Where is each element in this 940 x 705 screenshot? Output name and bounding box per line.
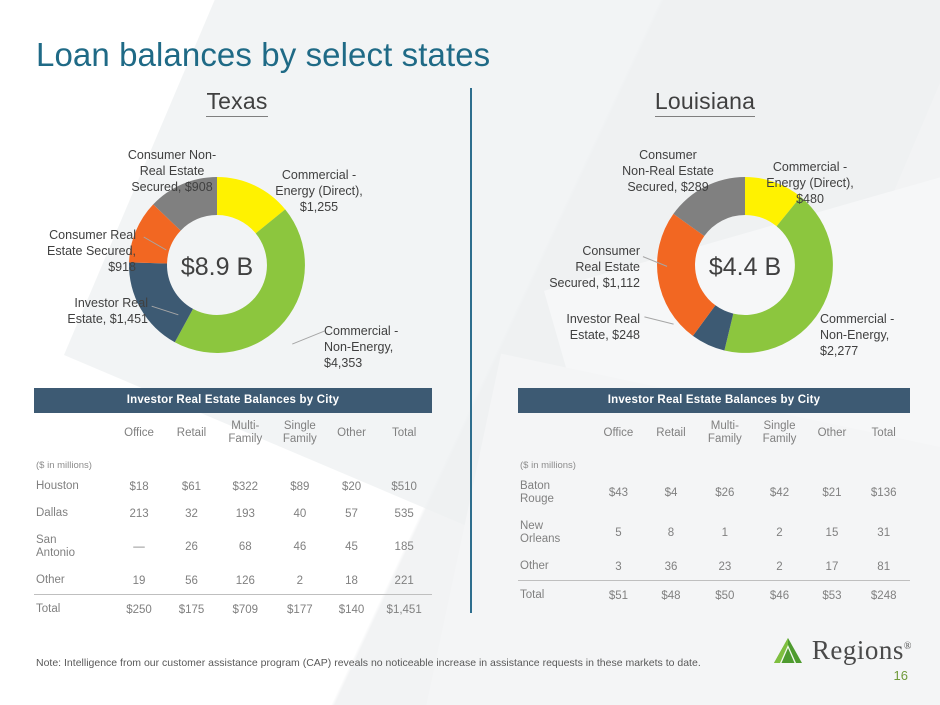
table-total-row: Total $51 $48 $50 $46 $53 $248 [518, 581, 910, 610]
texas-panel-title: Texas [6, 88, 468, 115]
texas-label-commercial-energy: Commercial - Energy (Direct), $1,255 [275, 168, 363, 214]
col-office: Office [603, 426, 634, 439]
col-retail: Retail [656, 426, 686, 439]
louisiana-panel [474, 88, 936, 633]
texas-table [34, 413, 432, 623]
texas-label-consumer-real-estate: Consumer Real Estate Secured, $918 [47, 228, 136, 274]
texas-table-header: Investor Real Estate Balances by City [34, 388, 432, 413]
texas-table-block [34, 388, 432, 623]
louisiana-panel-title: Louisiana [474, 88, 936, 115]
louisiana-label-consumer-real-estate: Consumer Real Estate Secured, $1,112 [549, 244, 640, 290]
louisiana-table-units: ($ in millions) [520, 460, 576, 471]
regions-logo [771, 635, 912, 683]
table-row: Dallas 213 32 193 40 57 535 [34, 500, 432, 527]
row-label: Total [34, 595, 113, 624]
row-label: Houston [36, 480, 79, 492]
louisiana-label-consumer-non-real-estate: Consumer Non-Real Estate Secured, $289 [622, 148, 714, 194]
table-row: Houston $18 $61 $322 $89 $20 $510 [34, 473, 432, 500]
texas-label-consumer-non-real-estate: Consumer Non- Real Estate Secured, $908 [127, 148, 217, 194]
table-row: San Antonio — 26 68 46 45 185 [34, 527, 432, 567]
regions-logo-text: Regions® [811, 635, 912, 665]
row-label: New Orleans [520, 520, 561, 545]
col-multi-family: Multi- Family [228, 420, 263, 445]
page-title: Loan balances by select states [36, 36, 491, 73]
col-retail: Retail [176, 426, 207, 439]
table-row: Baton Rouge $43 $4 $26 $42 $21 $136 [518, 473, 910, 513]
row-label: Dallas [36, 507, 68, 519]
table-row: Other 3 36 23 2 17 81 [518, 553, 910, 581]
col-multi-family: Multi- Family [707, 420, 742, 445]
texas-panel [6, 88, 468, 633]
col-single-family: Single Family [282, 420, 317, 445]
row-label: San Antonio [36, 534, 76, 559]
table-row: Other 19 56 126 2 18 221 [34, 567, 432, 595]
table-total-row: Total $250 $175 $709 $177 $140 $1,451 [34, 595, 432, 624]
col-office: Office [124, 426, 154, 439]
louisiana-table [518, 413, 910, 609]
louisiana-table-header: Investor Real Estate Balances by City [518, 388, 910, 413]
regions-logo-icon [771, 636, 805, 666]
row-label: Other [34, 567, 113, 595]
louisiana-label-commercial-non-energy: Commercial - Non-Energy, $2,277 [820, 312, 895, 358]
texas-donut-area [6, 115, 468, 383]
page-number: 16 [893, 668, 908, 683]
col-total: Total [871, 426, 896, 439]
row-label: Total [518, 581, 592, 610]
row-label: Baton Rouge [520, 480, 554, 505]
texas-label-commercial-non-energy: Commercial - Non-Energy, $4,353 [324, 324, 399, 370]
table-row: New Orleans 5 8 1 2 15 31 [518, 513, 910, 553]
texas-donut-center-label: $8.9 B [180, 253, 254, 281]
texas-label-investor-real-estate: Investor Real Estate, $1,451 [67, 296, 148, 326]
col-total: Total [392, 426, 417, 439]
col-single-family: Single Family [762, 420, 797, 445]
col-other: Other [337, 426, 366, 439]
col-other: Other [817, 426, 847, 439]
louisiana-label-investor-real-estate: Investor Real Estate, $248 [566, 312, 640, 342]
texas-table-head-row [34, 413, 432, 454]
louisiana-table-block [518, 388, 910, 609]
louisiana-table-head-row [518, 413, 910, 454]
louisiana-label-commercial-energy: Commercial - Energy (Direct), $480 [766, 160, 854, 206]
louisiana-donut-center-label: $4.4 B [708, 253, 782, 281]
row-label: Other [518, 553, 592, 581]
footnote: Note: Intelligence from our customer assistance program (CAP) reveals no noticeable increase in assistance requests in these markets to date. [36, 657, 701, 669]
texas-table-units: ($ in millions) [36, 460, 92, 471]
panel-divider [470, 88, 472, 613]
louisiana-donut-area [474, 115, 936, 383]
